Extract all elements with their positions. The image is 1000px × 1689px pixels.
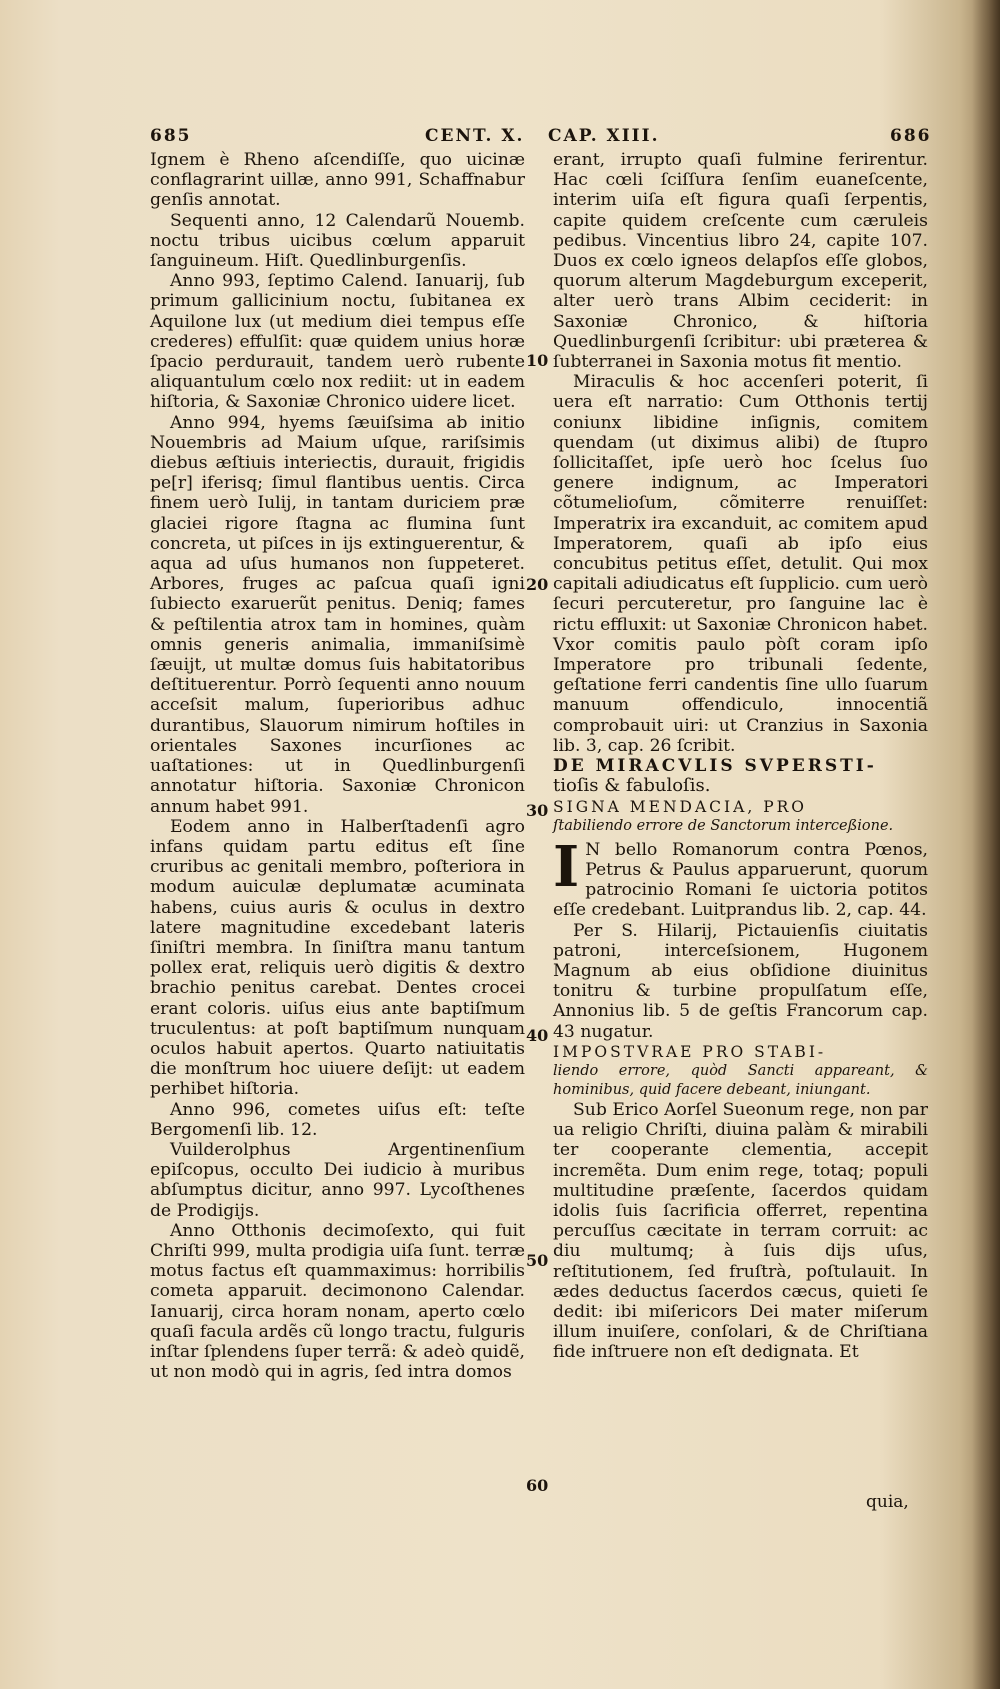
page-edge-shadow [972, 0, 1000, 1689]
paragraph: erant, irrupto quaſi fulmine ferirentur. Hac cœli ſciſſura ſenſim euaneſcente, interim uiſa eſt figura quaſi ſerpentis, capite quidem creſcente cum cæruleis pedibus. Vincentius libro 24, capite 107. Duos ex cœlo igneos delapſos eſſe globos, quorum alterum Magdeburgum exceperit, alter uerò trans Albim ceciderit: in Saxoniæ Chronico, & hiſtoria Quedlinburgenſi ſcribitur: ubi præterea & ſubterranei in Saxonia motus fit mentio. [553, 150, 928, 373]
subheading: IMPOSTVRAE PRO STABI- [553, 1042, 827, 1061]
paragraph: Anno Otthonis decimoſexto, qui fuit Chriſti 999, multa prodigia uiſa ſunt. terræ motus factus eſt quammaximus: horribilis cometa apparuit. decimonono Calendar. Ianuarij, circa horam nonam, aperto cœlo quaſi facula ardẽs cũ longo tractu, fulguris inſtar ſplendens ſuper terrã: & adeò quidẽ, ut non modò qui in agris, ſed intra domos [150, 1220, 525, 1383]
section-heading-continuation: tioſis & fabuloſis. [553, 775, 711, 797]
line-number-20: 20 [526, 575, 549, 594]
paragraph: Per S. Hilarij, Pictauienſis ciuitatis patroni, interceſsionem, Hugonem Magnum ab eius obſidione diuinitus tonitru & turbine propulſatum eſſe, Annonius lib. 5 de geſtis Francorum cap. 43 nugatur. [553, 920, 928, 1042]
drop-cap: I [553, 833, 580, 900]
subheading-italic: ſtabiliendo errore de Sanctorum interceßione. [553, 817, 894, 834]
line-number-50: 50 [526, 1251, 549, 1270]
paragraph-with-drop-cap [553, 833, 928, 921]
running-title-right: CAP. XIII. [548, 126, 660, 146]
section-heading: DE MIRACVLIS SVPERSTI- [553, 756, 877, 777]
catchword: quia, [866, 1492, 909, 1512]
paragraph: Sequenti anno, 12 Calendarũ Nouemb. noctu tribus uicibus cœlum apparuit ſanguineum. Hiſt. Quedlinburgenſis. [150, 210, 525, 272]
paragraph: Anno 996, cometes uiſus eſt: teſte Bergomenſi lib. 12. [150, 1099, 525, 1140]
page-number-right: 686 [890, 126, 932, 146]
line-number-40: 40 [526, 1026, 549, 1045]
paragraph-text: N bello Romanorum contra Pœnos, Petrus & Paulus apparuerunt, quorum patrocinio Romani ſe uictoria potitos eſſe credebant. Luitprandus lib. 2, cap. 44. [553, 839, 928, 921]
paragraph: Sub Erico Aorſel Sueonum rege, non par ua religio Chriſti, diuina palàm & mirabili ter cooperante clementia, accepit incremẽta. Dum enim rege, totaq; populi multitudine præſente, ſacerdos quidam idolis ſuis ſacrificia offerret, repentina percuſſus cæcitate in terram corruit: ac diu multumq; à ſuis dijs uſus, reſtitutionem, ſed fruſtrà, poſtulauit. In ædes deductus ſacerdos cæcus, quieti ſe dedit: ibi miſericors Dei mater miſerum illum inuiſere, conſolari, & de Chriſtiana fide inſtruere non eſt dedignata. Et [553, 1099, 928, 1363]
paragraph: Miraculis & hoc accenſeri poterit, ſi uera eſt narratio: Cum Otthonis tertij coniunx libidine inſignis, comitem quendam (ut diximus alibi) de ſtupro ſollicitaſſet, ipſe uerò hoc ſcelus ſuo genere indignum, ac Imperatori cõtumelioſum, cõmiterre renuiſſet: Imperatrix ira excanduit, ac comitem apud Imperatorem, quaſi ab ipſo eius concubitus petitus eſſet, detulit. Qui mox capitali adiudicatus eſt ſupplicio. cum uerò ſecuri percuteretur, pro ſanguine lac è rictu effluxit: ut Saxoniæ Chronicon habet. Vxor comitis paulo pòſt coram ipſo Imperatore pro tribunali ſedente, geſtatione ferri candentis ſine ullo ſuarum manuum offendiculo, innocentiã comprobauit uiri: ut Cranzius in Saxonia lib. 3, cap. 26 ſcribit. [553, 372, 928, 756]
left-column [150, 150, 525, 1382]
line-number-30: 30 [526, 801, 549, 820]
running-title-left: CENT. X. [425, 126, 525, 146]
subheading-italic: liendo errore, quòd Sancti appareant, & hominibus, quid facere debeant, iniungant. [553, 1062, 928, 1098]
paragraph: Anno 994, hyems ſæuiſsima ab initio Nouembris ad Maium uſque, rariſsimis diebus æſtiuis interiectis, durauit, frigidis pe[r] iferisq; ſimul flantibus uentis. Circa finem uerò Iulij, in tantam duriciem præ glaciei rigore ſtagna ac flumina ſunt concreta, ut piſces in ijs extinguerentur, & aqua ad uſus humanos non ſuppeteret. Arbores, fruges ac paſcua quaſi igni ſubiecto exaruerũt penitus. Deniq; fames & peſtilentia atrox tam in homines, quàm omnis generis animalia, immaniſsimè ſæuijt, ut multæ domus ſuis habitatoribus deſtituerentur. Porrò ſequenti anno nouum acceſsit malum, ſuperioribus adhuc durantibus, Slauorum nimirum hoſtiles in orientales Saxones incurſiones ac uaſtationes: ut in Quedlinburgenſi annotatur hiſtoria. Saxoniæ Chronicon annum habet 991. [150, 412, 525, 817]
subheading: SIGNA MENDACIA, PRO [553, 797, 808, 816]
paragraph: Anno 993, ſeptimo Calend. Ianuarij, ſub primum gallicinium noctu, ſubitanea ex Aquilone lux (ut medium diei tempus eſſe crederes) effulſit: quæ quidem unius horæ ſpacio perdurauit, tandem uerò rubente aliquantulum cœlo nox rediit: ut in eadem hiſtoria, & Saxoniæ Chronico uidere licet. [150, 271, 525, 413]
paragraph: Vuilderolphus Argentinenſium epiſcopus, occulto Dei iudicio à muribus abſumptus dicitur, anno 997. Lycoſthenes de Prodigijs. [150, 1139, 525, 1221]
running-header [150, 126, 932, 150]
paragraph: Ignem è Rheno aſcendiſſe, quo uicinæ conflagrarint uillæ, anno 991, Schaffnabur genſis annotat. [150, 150, 525, 211]
paragraph: Eodem anno in Halberſtadenſi agro infans quidam partu editus eſt ſine cruribus ac genitali membro, poſteriora in modum auiculæ deplumatæ acuminata habens, cuius auris & oculus in dextro latere magnitudine excedebant lateris ſiniſtri membra. In ſiniſtra manu tantum pollex erat, reliquis uerò digitis & dextro brachio penitus carebat. Dentes crocei erant coloris. uiſus eius ante baptiſmum truculentus: at poſt baptiſmum nunquam oculos habuit apertos. Quarto natiuitatis die monſtrum hoc uiuere deſijt: ut eadem perhibet hiſtoria. [150, 816, 525, 1100]
line-number-60: 60 [526, 1476, 549, 1495]
line-number-10: 10 [526, 351, 549, 370]
page-number-left: 685 [150, 126, 192, 146]
right-column [553, 150, 928, 1363]
